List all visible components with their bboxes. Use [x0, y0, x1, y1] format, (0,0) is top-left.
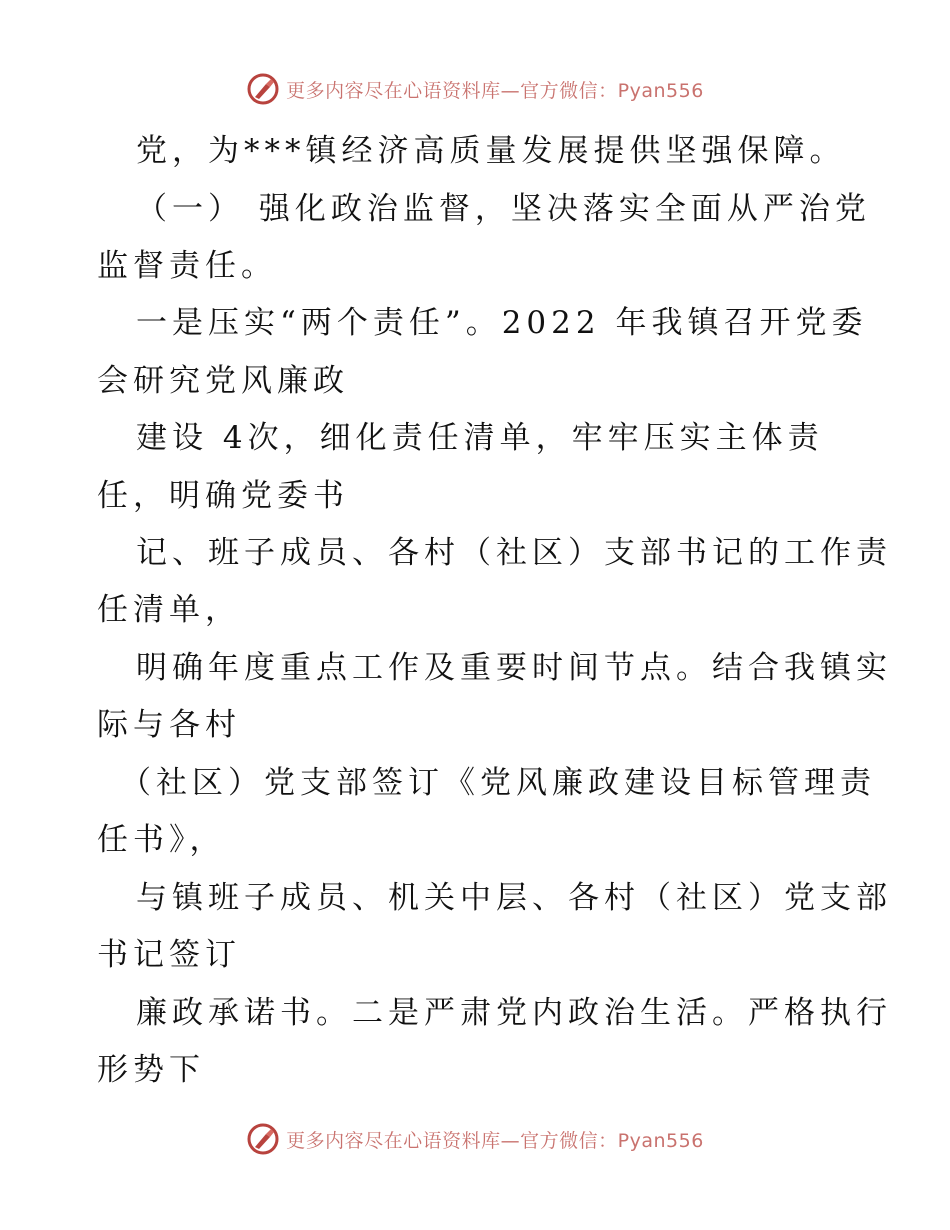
text-line: 书记签订	[97, 937, 241, 973]
text-line: 际与各村	[97, 707, 241, 743]
text-line: （社区）党支部签订《党风廉政建设目标管理责	[120, 765, 876, 801]
text-line: 形势下	[97, 1052, 205, 1088]
header-watermark	[0, 72, 950, 106]
text-line: 一是压实“两个责任”。2022 年我镇召开党委	[136, 305, 868, 341]
pen-nib-circle-icon	[246, 1122, 280, 1156]
text-line: 记、班子成员、各村（社区）支部书记的工作责	[136, 535, 892, 571]
text-line: 任，明确党委书	[97, 478, 349, 514]
text-line: 任书》，	[97, 822, 226, 858]
watermark-text: 更多内容尽在心语资料库—官方微信：Pyan556	[286, 1129, 704, 1152]
text-line: 任清单，	[97, 592, 241, 628]
text-line: 廉政承诺书。二是严肃党内政治生活。严格执行	[136, 995, 892, 1031]
pen-nib-circle-icon	[246, 72, 280, 106]
text-line: 与镇班子成员、机关中层、各村（社区）党支部	[136, 880, 892, 916]
text-line: 监督责任。	[97, 248, 277, 284]
text-line: 会研究党风廉政	[97, 363, 349, 399]
text-line: 明确年度重点工作及重要时间节点。结合我镇实	[136, 650, 892, 686]
section-heading: （一） 强化政治监督，坚决落实全面从严治党	[136, 191, 871, 227]
text-line: 党，为***镇经济高质量发展提供坚强保障。	[136, 133, 846, 169]
watermark-text: 更多内容尽在心语资料库—官方微信：Pyan556	[286, 79, 704, 102]
text-line: 建设 4次，细化责任清单，牢牢压实主体责	[136, 420, 824, 456]
footer-watermark	[0, 1122, 950, 1156]
